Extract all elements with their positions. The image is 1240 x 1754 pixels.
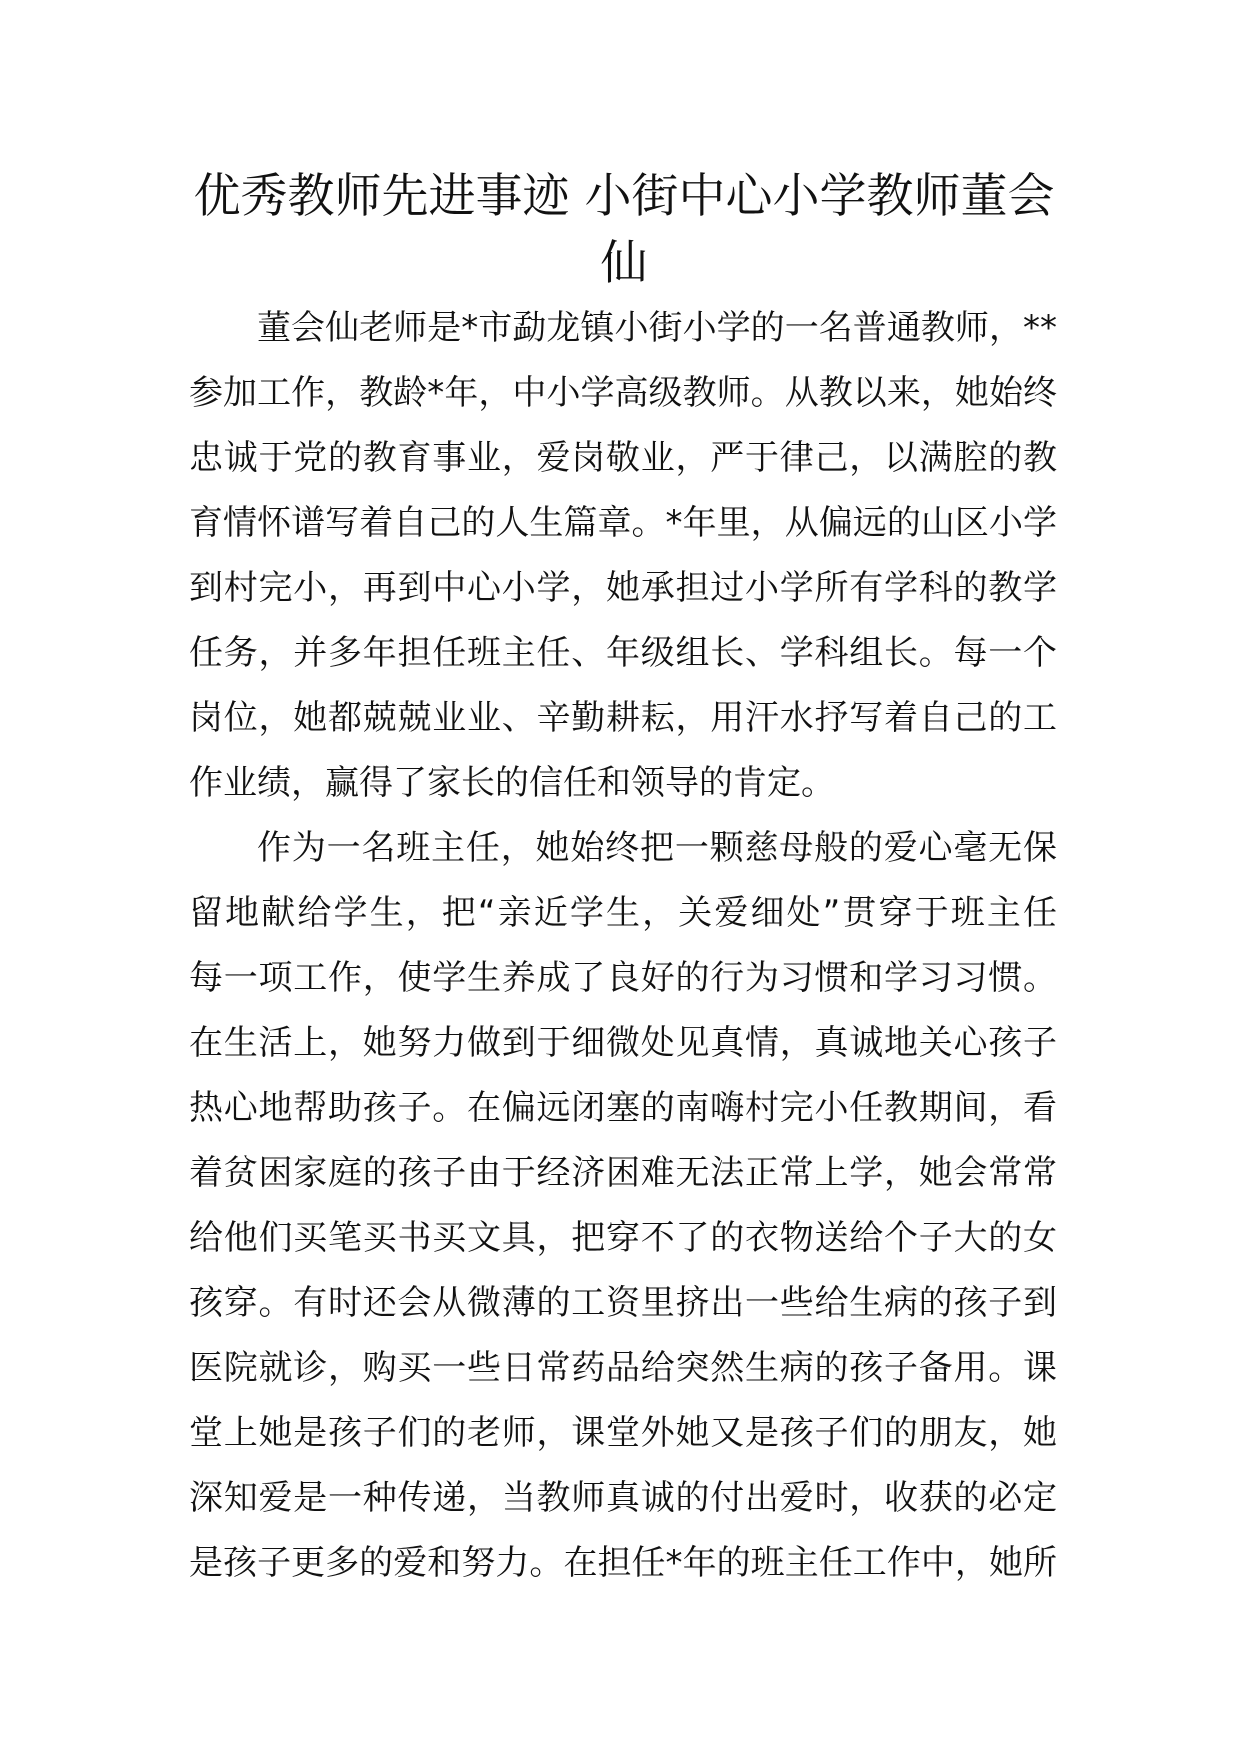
paragraph-line: 在生活上，她努力做到于细微处见真情，真诚地关心孩子 xyxy=(189,1023,1057,1063)
paragraph-line: 深知爱是一种传递，当教师真诚的付出爱时，收获的必定 xyxy=(189,1478,1057,1518)
paragraph-line: 医院就诊，购买一些日常药品给突然生病的孩子备用。课 xyxy=(189,1348,1057,1388)
title-line-2: 仙 xyxy=(600,236,648,291)
paragraph-line: 育情怀谱写着自己的人生篇章。*年里，从偏远的山区小学 xyxy=(189,503,1057,543)
title-line-1: 优秀教师先进事迹 小街中心小学教师董会 xyxy=(193,169,1055,224)
paragraph-line: 岗位，她都兢兢业业、辛勤耕耘，用汗水抒写着自己的工 xyxy=(189,698,1057,738)
paragraph-line: 留地献给学生，把“亲近学生，关爱细处”贯穿于班主任 xyxy=(189,893,1057,933)
paragraph-line: 每一项工作，使学生养成了良好的行为习惯和学习习惯。 xyxy=(189,958,1057,998)
document-body xyxy=(189,296,1057,1596)
paragraph-line: 给他们买笔买书买文具，把穿不了的衣物送给个子大的女 xyxy=(189,1218,1057,1258)
document-title xyxy=(190,163,1058,297)
paragraph-line: 参加工作，教龄*年，中小学高级教师。从教以来，她始终 xyxy=(189,373,1057,413)
paragraph-line: 堂上她是孩子们的老师，课堂外她又是孩子们的朋友，她 xyxy=(189,1413,1057,1453)
paragraph-line: 忠诚于党的教育事业，爱岗敬业，严于律己，以满腔的教 xyxy=(189,438,1057,478)
paragraph xyxy=(189,816,1057,1596)
paragraph-line: 董会仙老师是*市勐龙镇小街小学的一名普通教师，** xyxy=(257,308,1057,348)
paragraph-line: 到村完小，再到中心小学，她承担过小学所有学科的教学 xyxy=(189,568,1057,608)
paragraph-line: 着贫困家庭的孩子由于经济困难无法正常上学，她会常常 xyxy=(189,1153,1057,1193)
paragraph-line: 孩穿。有时还会从微薄的工资里挤出一些给生病的孩子到 xyxy=(189,1283,1057,1323)
paragraph-line: 任务，并多年担任班主任、年级组长、学科组长。每一个 xyxy=(189,633,1057,673)
paragraph-line: 热心地帮助孩子。在偏远闭塞的南嗨村完小任教期间，看 xyxy=(189,1088,1057,1128)
paragraph-line: 是孩子更多的爱和努力。在担任*年的班主任工作中，她所 xyxy=(189,1543,1057,1583)
paragraph xyxy=(189,296,1057,816)
paragraph-line: 作为一名班主任，她始终把一颗慈母般的爱心毫无保 xyxy=(257,828,1057,868)
paragraph-line: 作业绩，赢得了家长的信任和领导的肯定。 xyxy=(189,763,835,803)
